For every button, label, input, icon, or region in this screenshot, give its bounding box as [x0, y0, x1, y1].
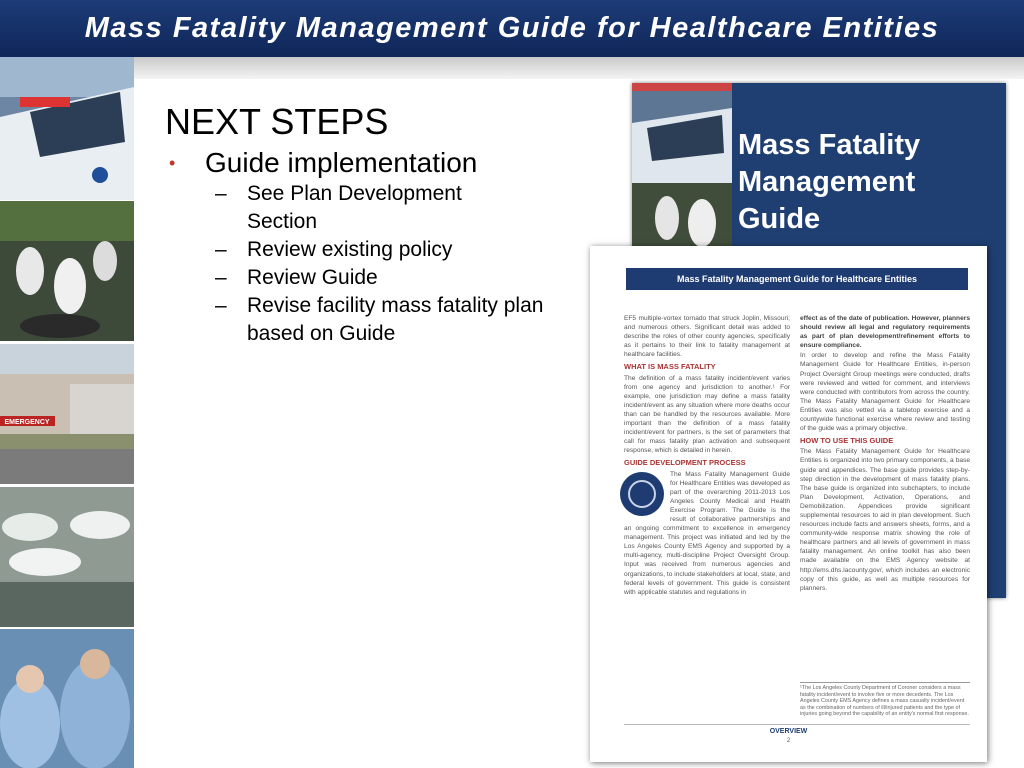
- page-header: Mass Fatality Management Guide for Healthcare Entities: [626, 268, 968, 290]
- emergency-sign: EMERGENCY: [4, 419, 50, 426]
- footnote: ¹The Los Angeles County Department of Coroner considers a mass fatality incident/event to involve five or more decedents. The Los Angeles County EMS Agency defines a mass casualty incident/event as the combination of numbers of ill/injured patients and the type of injuries going beyond the capability of an entity's normal first response.: [800, 682, 970, 718]
- dash-icon: –: [215, 238, 227, 261]
- paragraph: The definition of a mass fatality incident/event varies from one agency and jurisdiction to another.¹ For example, one jurisdiction may define a mass fatality incident/event as any situation where more deaths occur than can be handled by the resources available. More important than the definition of a mass fatality incident/event for partners, is the set of parameters that call for mass fatality plan activation and subsequent response, which is detailed in herein.: [624, 374, 790, 455]
- photo-strip: [0, 57, 134, 768]
- dash-icon: –: [215, 294, 227, 317]
- sub-item-text: Review Guide: [247, 266, 378, 289]
- ambulance-photo: [0, 57, 134, 200]
- bullet-icon: •: [169, 153, 176, 173]
- dash-icon: –: [215, 182, 227, 205]
- bullet-item: [165, 146, 585, 180]
- hospital-building-photo: [0, 344, 134, 484]
- sub-item: [215, 292, 585, 348]
- section-heading: HOW TO USE THIS GUIDE: [800, 436, 894, 446]
- paragraph: The Mass Fatality Management Guide for Healthcare Entities is organized into two primary components, a base guide and appendices. The base guide provides step-by-step direction in the development of mass fatality plans. The base guide is organized into subchapters, to include Plan Development, Activation, Operations, and Demobilization. Appendices provide significant supplemental resources to aid in plan development. Such resources include facts and answers sheets, forms, and a community-wide response matrix showing the role of healthcare partners and all levels of government in mass fatality management. An online toolkit has also been made available on the EMS Agency website at http://ems.dhs.lacounty.gov/, which includes an electronic copy of this guide, as well as multiple resources for planners.: [800, 448, 970, 592]
- cover-photo-strip: [632, 83, 732, 253]
- cover-title-line: Mass Fatality: [738, 129, 921, 161]
- page-left-column: [624, 314, 790, 598]
- dash-icon: –: [215, 266, 227, 289]
- page-footer: OVERVIEW: [769, 728, 808, 735]
- next-steps-heading: NEXT STEPS: [165, 101, 389, 142]
- county-seal-icon: [620, 472, 664, 516]
- sub-item: [215, 236, 585, 264]
- cover-title: [738, 127, 920, 238]
- slide-title: Mass Fatality Management Guide for Healthcare Entities: [84, 12, 940, 44]
- section-heading: WHAT IS MASS FATALITY: [624, 362, 716, 372]
- page-number: 2: [786, 738, 791, 744]
- footer-divider: [624, 724, 970, 725]
- cover-title-line: Management: [738, 166, 916, 198]
- medical-workers-photo: [0, 201, 134, 341]
- surgeons-photo: [0, 629, 134, 768]
- sub-item: [215, 264, 585, 292]
- paragraph: effect as of the date of publication. However, planners should review all legal and regulatory requirements as part of plan development/refinement efforts to ensure compliance.: [800, 315, 970, 350]
- paragraph: EF5 multiple-vortex tornado that struck Joplin, Missouri; and numerous others. Significant detail was added to describe the roles of other county agencies, specifically as it pertains to their link to fatality management at healthcare facilities.: [624, 315, 790, 359]
- next-steps-content: [165, 100, 585, 348]
- paragraph: The Mass Fatality Management Guide for Healthcare Entities was developed as part of the overarching 2011-2013 Los Angeles County Medical and Health Exercise Program. The Guide is the result of collaborative partnerships and an ongoing commitment to excellence in emergency management. This project was initiated and led by the Los Angeles County EMS Agency and supported by a multi-agency, multi-discipline Project Oversight Group. Input was received from numerous agencies and organizations, to include stakeholders at local, state, and federal levels of government. This guide is consistent with applicable statutes and regulations in: [624, 470, 790, 596]
- sub-item-text: Revise facility mass fatality plan based on Guide: [247, 294, 544, 345]
- header-shadow-band: [134, 57, 1024, 79]
- sub-item: [215, 180, 585, 236]
- body-bags-photo: [0, 487, 134, 627]
- page-right-column: [800, 314, 970, 594]
- paragraph: In order to develop and refine the Mass Fatality Management Guide for Healthcare Entities, in-person Project Oversight Group meetings were conducted, drafts were reviewed and vetted for comment, and interviews were conducted with contributors from across the country. The Mass Fatality Management Guide for Healthcare Entities was also vetted via a tabletop exercise and a countywide functional exercise where review and testing of the guide was a primary objective.: [800, 352, 970, 433]
- guide-page-image: [590, 246, 987, 762]
- sub-item-text: See Plan Development Section: [247, 182, 462, 233]
- sub-item-text: Review existing policy: [247, 238, 453, 261]
- cover-title-line: Guide: [738, 203, 821, 235]
- bullet-text: Guide implementation: [205, 147, 478, 178]
- section-heading: GUIDE DEVELOPMENT PROCESS: [624, 458, 746, 468]
